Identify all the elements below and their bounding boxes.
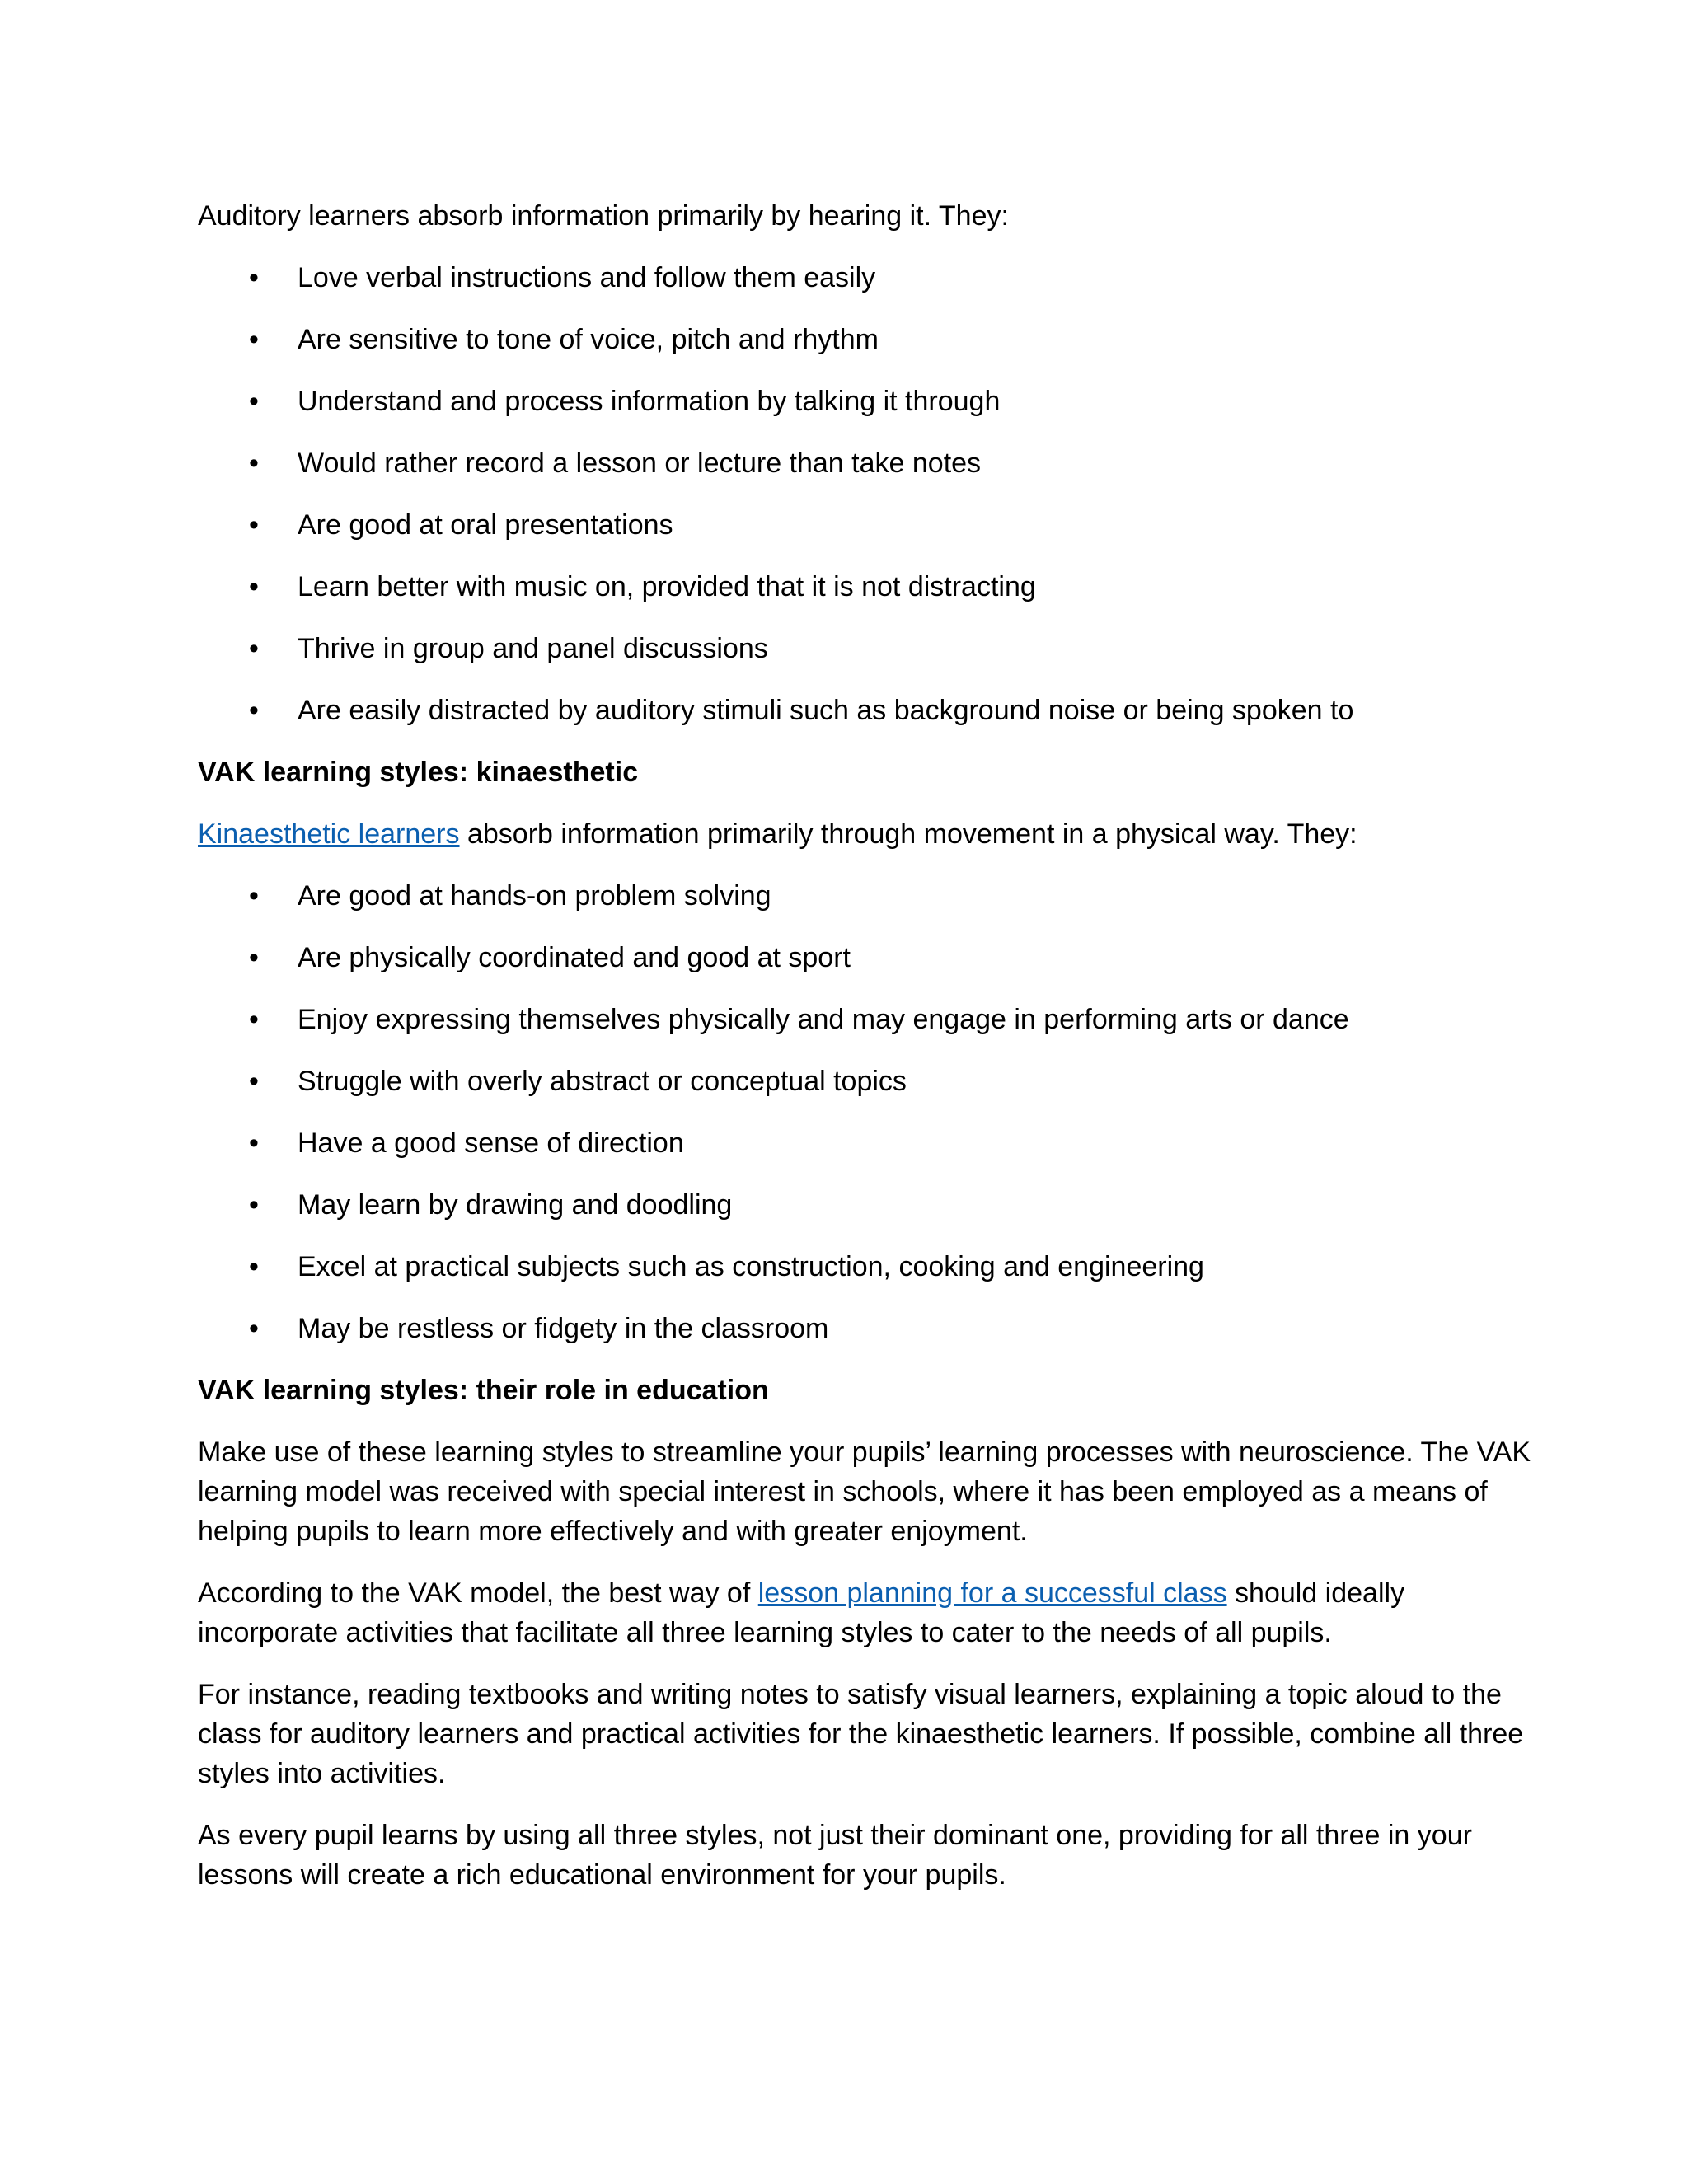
- list-item-text: Thrive in group and panel discussions: [298, 633, 768, 664]
- education-paragraph-1: Make use of these learning styles to streamline your pupils’ learning processes with neuroscience. The VAK learning model was received with special interest in schools, where it has been employed as a means of helping pupils to learn more effectively and with greater enjoyment.: [198, 1436, 1531, 1547]
- list-item-text: Are sensitive to tone of voice, pitch and rhythm: [298, 324, 879, 355]
- list-item: [198, 1247, 1533, 1286]
- list-item: [198, 443, 1533, 483]
- kinaesthetic-list: [198, 876, 1533, 1348]
- bullet-icon: •: [249, 1066, 259, 1097]
- list-item: [198, 382, 1533, 421]
- kinaesthetic-intro: [198, 814, 1533, 854]
- bullet-icon: •: [249, 695, 259, 726]
- auditory-intro: Auditory learners absorb information primarily by hearing it. They:: [198, 200, 1009, 232]
- list-item-text: May learn by drawing and doodling: [298, 1189, 733, 1221]
- education-paragraph-2: [198, 1573, 1533, 1652]
- list-item-text: Excel at practical subjects such as construction, cooking and engineering: [298, 1251, 1204, 1282]
- bullet-icon: •: [249, 942, 259, 973]
- bullet-icon: •: [249, 880, 259, 912]
- bullet-icon: •: [249, 262, 259, 293]
- list-item: [198, 1185, 1533, 1225]
- list-item: [198, 1123, 1533, 1163]
- bullet-icon: •: [249, 1004, 259, 1035]
- bullet-icon: •: [249, 448, 259, 479]
- document-page: [198, 196, 1533, 1917]
- list-item-text: Are physically coordinated and good at sport: [298, 942, 851, 973]
- list-item-text: Are good at hands-on problem solving: [298, 880, 771, 912]
- paragraph-text: According to the VAK model, the best way of: [198, 1577, 758, 1609]
- list-item: [198, 1062, 1533, 1101]
- kinaesthetic-intro-text: absorb information primarily through movement in a physical way. They:: [459, 818, 1357, 850]
- list-item: [198, 258, 1533, 298]
- list-item: [198, 876, 1533, 916]
- kinaesthetic-heading: VAK learning styles: kinaesthetic: [198, 757, 639, 788]
- list-item-text: May be restless or fidgety in the classroom: [298, 1313, 829, 1344]
- bullet-icon: •: [249, 633, 259, 664]
- bullet-icon: •: [249, 1313, 259, 1344]
- list-item: [198, 1309, 1533, 1348]
- list-item: [198, 691, 1533, 730]
- list-item-text: Enjoy expressing themselves physically and may engage in performing arts or dance: [298, 1004, 1349, 1035]
- list-item-text: Struggle with overly abstract or conceptual topics: [298, 1066, 907, 1097]
- list-item-text: Are easily distracted by auditory stimuli such as background noise or being spoken to: [298, 695, 1354, 726]
- bullet-icon: •: [249, 571, 259, 602]
- bullet-icon: •: [249, 509, 259, 541]
- list-item-text: Love verbal instructions and follow them easily: [298, 262, 876, 293]
- bullet-icon: •: [249, 1127, 259, 1159]
- lesson-planning-link[interactable]: lesson planning for a successful class: [757, 1577, 1227, 1609]
- paragraph-text: should ideally incorporate activities that facilitate all three learning styles to cater to the needs of all pupils.: [198, 1577, 1405, 1648]
- bullet-icon: •: [249, 324, 259, 355]
- bullet-icon: •: [249, 1251, 259, 1282]
- list-item-text: Would rather record a lesson or lecture than take notes: [298, 448, 982, 479]
- bullet-icon: •: [249, 1189, 259, 1221]
- list-item-text: Have a good sense of direction: [298, 1127, 684, 1159]
- bullet-icon: •: [249, 386, 259, 417]
- list-item-text: Understand and process information by talking it through: [298, 386, 1001, 417]
- education-paragraph-4: As every pupil learns by using all three styles, not just their dominant one, providing for all three in your lessons will create a rich educational environment for your pupils.: [198, 1820, 1472, 1891]
- list-item: [198, 938, 1533, 977]
- list-item: [198, 320, 1533, 359]
- education-heading: VAK learning styles: their role in education: [198, 1375, 769, 1406]
- list-item-text: Are good at oral presentations: [298, 509, 673, 541]
- auditory-list: [198, 258, 1533, 730]
- list-item: [198, 1000, 1533, 1039]
- kinaesthetic-learners-link[interactable]: Kinaesthetic learners: [198, 818, 460, 850]
- list-item: [198, 505, 1533, 545]
- list-item: [198, 629, 1533, 668]
- list-item-text: Learn better with music on, provided that it is not distracting: [298, 571, 1036, 602]
- list-item: [198, 567, 1533, 607]
- education-paragraph-3: For instance, reading textbooks and writing notes to satisfy visual learners, explaining a topic aloud to the class for auditory learners and practical activities for the kinaesthetic learners. If possible, combine all three styles into activities.: [198, 1679, 1524, 1789]
